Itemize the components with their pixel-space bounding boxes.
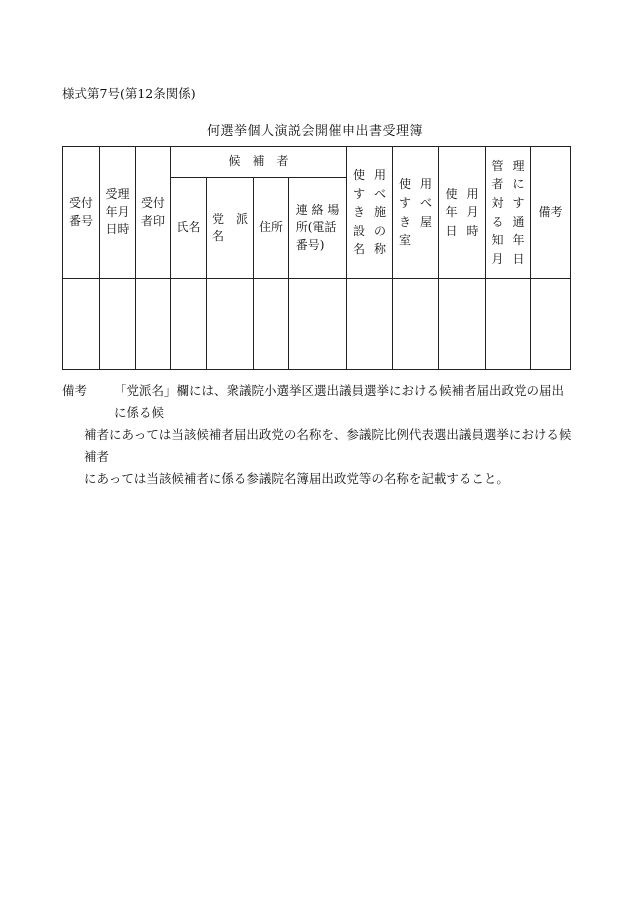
header-char: 室 xyxy=(399,233,412,248)
header-char: 屋 xyxy=(420,214,433,229)
col-contact: 連 絡 場 所(電話 番号) xyxy=(289,178,347,279)
cell-contact[interactable] xyxy=(289,279,347,370)
header-char: 通 xyxy=(512,214,525,229)
col-manager-notice xyxy=(486,147,531,279)
header-char: 年 xyxy=(445,205,458,220)
remarks-line: にあっては当該候補者に係る参議院名簿届出政党等の名称を記載すること。 xyxy=(84,471,509,486)
header-char: 使 xyxy=(353,168,366,183)
cell-remarks[interactable] xyxy=(531,279,571,370)
cell-use-datetime[interactable] xyxy=(439,279,486,370)
col-receipt-number: 受付 番号 xyxy=(63,147,100,279)
cell-room[interactable] xyxy=(393,279,439,370)
header-char: 時 xyxy=(466,223,479,238)
header-char: の xyxy=(374,223,387,238)
col-receipt-seal: 受付 者印 xyxy=(136,147,171,279)
header-char: 理 xyxy=(512,158,525,173)
header-char: に xyxy=(512,177,525,192)
header-char: 者 xyxy=(491,177,504,192)
cell-address[interactable] xyxy=(254,279,289,370)
cell-manager-notice[interactable] xyxy=(486,279,531,370)
cell-facility-name[interactable] xyxy=(347,279,393,370)
header-char: き xyxy=(399,214,412,229)
cell-name[interactable] xyxy=(171,279,207,370)
col-address: 住所 xyxy=(254,178,289,279)
remarks-note xyxy=(62,380,574,490)
col-party: 党 派 名 xyxy=(207,178,254,279)
header-char: 施 xyxy=(374,205,387,220)
form-number: 様式第7号(第12条関係) xyxy=(62,86,196,101)
remarks-line: 補者にあっては当該候補者届出政党の名称を、参議院比例代表選出議員選挙における候補者 xyxy=(84,427,572,464)
ledger-table xyxy=(62,146,571,370)
col-name: 氏名 xyxy=(171,178,207,279)
remarks-label: 備考 xyxy=(62,383,88,398)
col-facility-name xyxy=(347,147,393,279)
header-char: 年 xyxy=(512,233,525,248)
table-row xyxy=(63,279,571,370)
header-char: 名 xyxy=(353,242,366,257)
header-char: 対 xyxy=(491,195,504,210)
document-title: 何選挙個人演説会開催申出書受理簿 xyxy=(206,124,423,139)
header-char: 日 xyxy=(512,251,525,266)
cell-receipt-number[interactable] xyxy=(63,279,100,370)
cell-receipt-seal[interactable] xyxy=(136,279,171,370)
header-char: 用 xyxy=(420,177,433,192)
col-remarks: 備考 xyxy=(531,147,571,279)
col-room xyxy=(393,147,439,279)
remarks-line: 「党派名」欄には、衆議院小選挙区選出議員選挙における候補者届出政党の届出に係る候 xyxy=(114,383,565,420)
header-char: 設 xyxy=(353,223,366,238)
header-char: 日 xyxy=(445,223,458,238)
col-use-datetime xyxy=(439,147,486,279)
header-char: す xyxy=(353,186,366,201)
header-char: 知 xyxy=(491,233,504,248)
header-char: 用 xyxy=(374,168,387,183)
col-receipt-date: 受理 年月 日時 xyxy=(100,147,136,279)
cell-receipt-date[interactable] xyxy=(100,279,136,370)
header-char: べ xyxy=(374,186,387,201)
header-char: 称 xyxy=(374,242,387,257)
header-char: す xyxy=(399,195,412,210)
header-char: 月 xyxy=(491,251,504,266)
header-char: 用 xyxy=(466,186,479,201)
header-char: る xyxy=(491,214,504,229)
header-char: 月 xyxy=(466,205,479,220)
header-char: す xyxy=(512,195,525,210)
cell-party[interactable] xyxy=(207,279,254,370)
header-char: き xyxy=(353,205,366,220)
col-candidate-group: 候 補 者 xyxy=(171,147,347,178)
header-char: 使 xyxy=(445,186,458,201)
header-char: 管 xyxy=(491,158,504,173)
header-char: 使 xyxy=(399,177,412,192)
header-char: べ xyxy=(420,195,433,210)
